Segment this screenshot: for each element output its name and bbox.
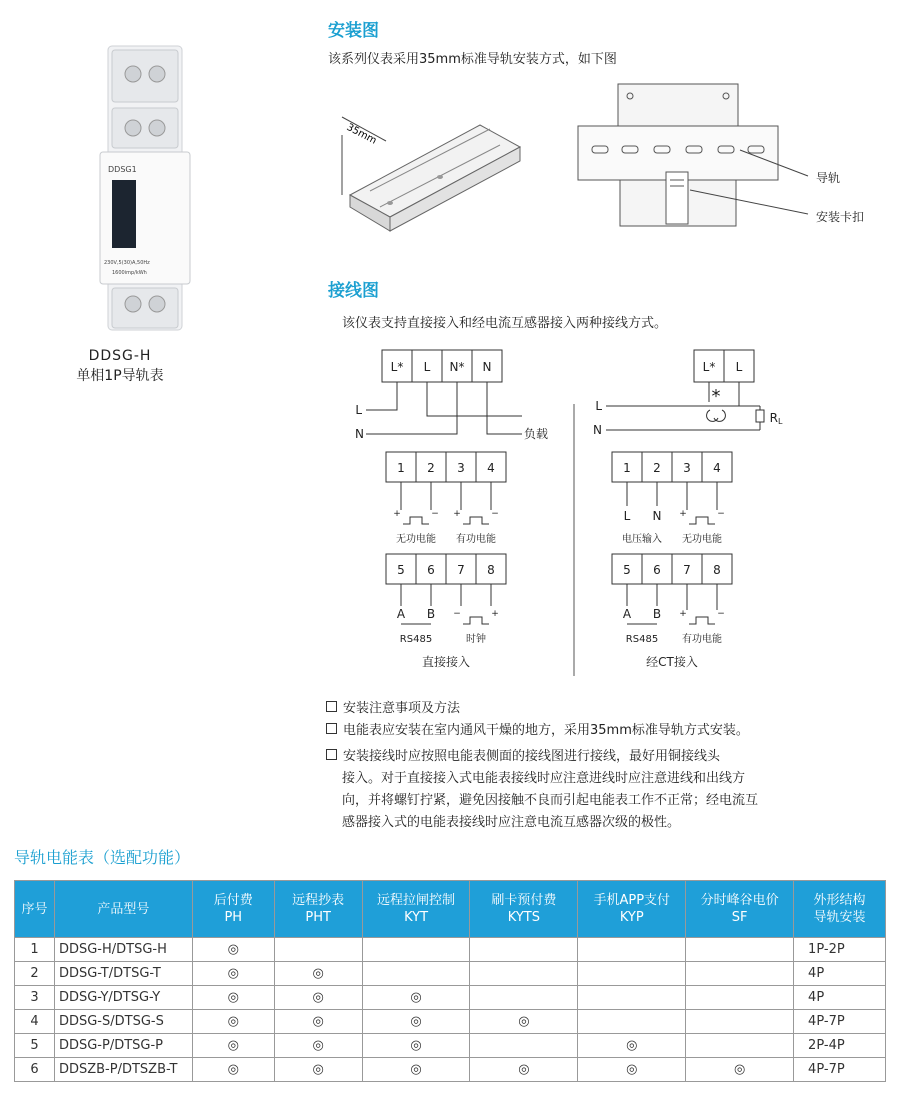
- ct-r1-t2: 2: [653, 461, 661, 475]
- direct-r1-group-2: 有功电能: [456, 534, 496, 545]
- feature-mark-cell: ◎: [578, 1058, 686, 1082]
- feature-mark-cell: ◎: [274, 1010, 362, 1034]
- ct-r1-group-1: 电压输入: [622, 534, 662, 545]
- row-number: 3: [15, 986, 55, 1010]
- rail-width-dimension: 35mm: [344, 121, 379, 147]
- ct-r2-t6: 6: [653, 563, 661, 577]
- table-header-row: [15, 881, 886, 938]
- direct-r1-t4: 4: [487, 461, 495, 475]
- feature-mark-cell: [470, 1034, 578, 1058]
- minus-sign: −: [491, 509, 499, 519]
- row-number: 5: [15, 1034, 55, 1058]
- face-brand: DDSG1: [108, 165, 137, 174]
- ct-terminal-1: L*: [702, 360, 716, 374]
- feature-mark-cell: ◎: [192, 1034, 274, 1058]
- direct-r1-t3: 3: [457, 461, 465, 475]
- feature-mark-cell: ◎: [578, 1034, 686, 1058]
- function-table: [14, 880, 886, 1082]
- ct-r2-t5: 5: [623, 563, 631, 577]
- feature-mark-cell: [362, 938, 470, 962]
- direct-r2-letter-A: A: [396, 607, 406, 621]
- feature-mark-cell: [578, 986, 686, 1010]
- note-continuation: 向，并将螺钉拧紧，避免因接触不良而引起电能表工作不正常；经电流互: [342, 793, 759, 808]
- product-model-cell: DDSG-H/DTSG-H: [54, 938, 192, 962]
- face-rating: 230V,5(30)A,50Hz: [104, 260, 150, 266]
- mount-type-cell: 4P: [794, 962, 886, 986]
- clip-label: 安装卡扣: [816, 210, 865, 224]
- feature-mark-cell: ◎: [362, 1058, 470, 1082]
- ct-r1-group-2: 无功电能: [682, 534, 722, 545]
- direct-r2-t6: 6: [427, 563, 435, 577]
- header-text: 远程抄表: [292, 893, 345, 908]
- feature-mark-cell: ◎: [274, 962, 362, 986]
- feature-mark-cell: [470, 962, 578, 986]
- minus-sign: −: [431, 509, 439, 519]
- plus-sign: +: [393, 509, 401, 519]
- note-item: 安装接线时应按照电能表侧面的接线图进行接线，最好用铜接线头: [326, 746, 886, 768]
- feature-mark-cell: ◎: [192, 1058, 274, 1082]
- feature-mark-cell: ◎: [362, 1010, 470, 1034]
- feature-mark-cell: ◎: [274, 986, 362, 1010]
- feature-mark-cell: [686, 1010, 794, 1034]
- product-model: DDSG-H: [88, 348, 152, 364]
- minus-sign: −: [453, 609, 461, 619]
- ct-rl-label: RL: [769, 411, 783, 426]
- feature-mark-cell: [470, 938, 578, 962]
- feature-mark-cell: ◎: [686, 1058, 794, 1082]
- ct-r2-group-2: 有功电能: [682, 634, 722, 645]
- ct-r1-t1: 1: [623, 461, 631, 475]
- direct-r2-t7: 7: [457, 563, 465, 577]
- feature-mark-cell: [578, 938, 686, 962]
- table-header-cell: [274, 881, 362, 938]
- header-text: SF: [731, 910, 748, 925]
- table-header-cell: [54, 881, 192, 938]
- direct-line-L: L: [355, 403, 362, 417]
- product-model-cell: DDSG-P/DTSG-P: [54, 1034, 192, 1058]
- feature-mark-cell: [274, 938, 362, 962]
- din-rail-drawing: [330, 95, 530, 245]
- ct-r2-letter-A: A: [622, 607, 632, 621]
- table-header-cell: [794, 881, 886, 938]
- mount-type-cell: 4P-7P: [794, 1058, 886, 1082]
- header-text: 分时峰谷电价: [700, 893, 779, 908]
- row-number: 2: [15, 962, 55, 986]
- direct-r2-t8: 8: [487, 563, 495, 577]
- install-description: 该系列仪表采用35mm标准导轨安装方式，如下图: [328, 52, 617, 67]
- feature-mark-cell: [362, 962, 470, 986]
- header-text: 后付费: [213, 893, 253, 908]
- ct-caption: 经CT接入: [646, 655, 698, 669]
- feature-mark-cell: [470, 986, 578, 1010]
- plus-sign: +: [679, 509, 687, 519]
- direct-r1-t2: 2: [427, 461, 435, 475]
- table-header-cell: [470, 881, 578, 938]
- feature-mark-cell: ◎: [192, 962, 274, 986]
- feature-mark-cell: [686, 962, 794, 986]
- feature-mark-cell: ◎: [362, 1034, 470, 1058]
- plus-sign: +: [453, 509, 461, 519]
- mount-type-cell: 2P-4P: [794, 1034, 886, 1058]
- feature-mark-cell: [578, 1010, 686, 1034]
- ct-line-L: L: [595, 399, 602, 413]
- feature-mark-cell: ◎: [192, 1010, 274, 1034]
- wiring-diagram: [340, 340, 900, 680]
- mount-type-cell: 4P: [794, 986, 886, 1010]
- product-model-cell: DDSG-S/DTSG-S: [54, 1010, 192, 1034]
- direct-terminal-3: N*: [449, 360, 465, 374]
- header-text: 导轨安装: [813, 910, 866, 925]
- feature-mark-cell: ◎: [274, 1058, 362, 1082]
- feature-mark-cell: ◎: [470, 1010, 578, 1034]
- header-text: PH: [224, 910, 243, 925]
- ct-r1-letter-N: N: [652, 509, 662, 523]
- table-header-cell: [192, 881, 274, 938]
- minus-sign: −: [717, 509, 725, 519]
- ct-r2-letter-B: B: [652, 607, 662, 621]
- table-row: [15, 1034, 886, 1058]
- ct-r1-t4: 4: [713, 461, 721, 475]
- ct-r2-t8: 8: [713, 563, 721, 577]
- note-item: 安装注意事项及方法: [326, 698, 886, 720]
- minus-sign: −: [717, 609, 725, 619]
- install-notes: [326, 698, 886, 834]
- feature-mark-cell: ◎: [470, 1058, 578, 1082]
- direct-terminal-2: L: [423, 360, 431, 374]
- note-continuation: 感器接入式的电能表接线时应注意电流互感器次级的极性。: [342, 815, 681, 830]
- wiring-title: 接线图: [328, 281, 379, 301]
- checkbox-icon: [326, 723, 337, 734]
- face-constant: 1600imp/kWh: [112, 270, 147, 276]
- product-description: 单相1P导轨表: [76, 368, 164, 384]
- feature-mark-cell: ◎: [192, 986, 274, 1010]
- direct-terminal-1: L*: [390, 360, 404, 374]
- header-text: 手机APP支付: [593, 893, 671, 908]
- table-row: [15, 986, 886, 1010]
- header-text: 刷卡预付费: [491, 893, 557, 908]
- header-text: KYT: [404, 910, 429, 925]
- direct-r2-letter-B: B: [426, 607, 436, 621]
- ct-r2-group-1: RS485: [625, 634, 659, 645]
- table-header-cell: [15, 881, 55, 938]
- table-row: [15, 938, 886, 962]
- direct-r2-group-2: 时钟: [466, 634, 486, 645]
- direct-r1-t1: 1: [397, 461, 405, 475]
- header-text: 产品型号: [97, 901, 150, 917]
- table-row: [15, 1010, 886, 1034]
- checkbox-icon: [326, 701, 337, 712]
- mount-type-cell: 1P-2P: [794, 938, 886, 962]
- header-text: 外形结构: [813, 893, 866, 908]
- table-row: [15, 962, 886, 986]
- feature-mark-cell: ◎: [362, 986, 470, 1010]
- header-text: 序号: [21, 901, 48, 917]
- table-row: [15, 1058, 886, 1082]
- product-model-cell: DDSG-Y/DTSG-Y: [54, 986, 192, 1010]
- meter-product-image: [90, 40, 200, 340]
- wiring-description: 该仪表支持直接接入和经电流互感器接入两种接线方式。: [342, 316, 668, 331]
- note-continuation: 接入。对于直接接入式电能表接线时应注意进线时应注意进线和出线方: [342, 771, 746, 786]
- feature-mark-cell: ◎: [192, 938, 274, 962]
- row-number: 1: [15, 938, 55, 962]
- header-text: KYTS: [507, 910, 540, 925]
- product-model-cell: DDSZB-P/DTSZB-T: [54, 1058, 192, 1082]
- rail-label: 导轨: [816, 171, 841, 185]
- header-text: PHT: [305, 910, 331, 925]
- direct-load-label: 负载: [523, 427, 549, 441]
- plus-sign: +: [491, 609, 499, 619]
- header-text: KYP: [619, 910, 644, 925]
- ct-line-N: N: [593, 423, 602, 437]
- feature-mark-cell: [686, 938, 794, 962]
- row-number: 4: [15, 1010, 55, 1034]
- direct-terminal-4: N: [482, 360, 492, 374]
- table-title: 导轨电能表（选配功能）: [14, 848, 191, 867]
- mount-type-cell: 4P-7P: [794, 1010, 886, 1034]
- ct-terminal-2: L: [735, 360, 743, 374]
- checkbox-icon: [326, 749, 337, 760]
- direct-r1-group-1: 无功电能: [396, 534, 436, 545]
- ct-r2-t7: 7: [683, 563, 691, 577]
- plus-sign: +: [679, 609, 687, 619]
- product-model-cell: DDSG-T/DTSG-T: [54, 962, 192, 986]
- header-text: 远程拉闸控制: [377, 893, 456, 908]
- ct-r1-letter-L: L: [623, 509, 631, 523]
- feature-mark-cell: [578, 962, 686, 986]
- direct-r2-t5: 5: [397, 563, 405, 577]
- feature-mark-cell: [686, 1034, 794, 1058]
- ct-polarity-star: *: [711, 386, 721, 407]
- table-header-cell: [686, 881, 794, 938]
- row-number: 6: [15, 1058, 55, 1082]
- direct-line-N: N: [355, 427, 364, 441]
- direct-caption: 直接接入: [421, 655, 471, 669]
- table-header-cell: [578, 881, 686, 938]
- feature-mark-cell: [686, 986, 794, 1010]
- table-header-cell: [362, 881, 470, 938]
- feature-mark-cell: ◎: [274, 1034, 362, 1058]
- note-item: 电能表应安装在室内通风干燥的地方，采用35mm标准导轨方式安装。: [326, 720, 886, 742]
- install-title: 安装图: [328, 21, 379, 41]
- ct-r1-t3: 3: [683, 461, 691, 475]
- direct-r2-group-1: RS485: [399, 634, 433, 645]
